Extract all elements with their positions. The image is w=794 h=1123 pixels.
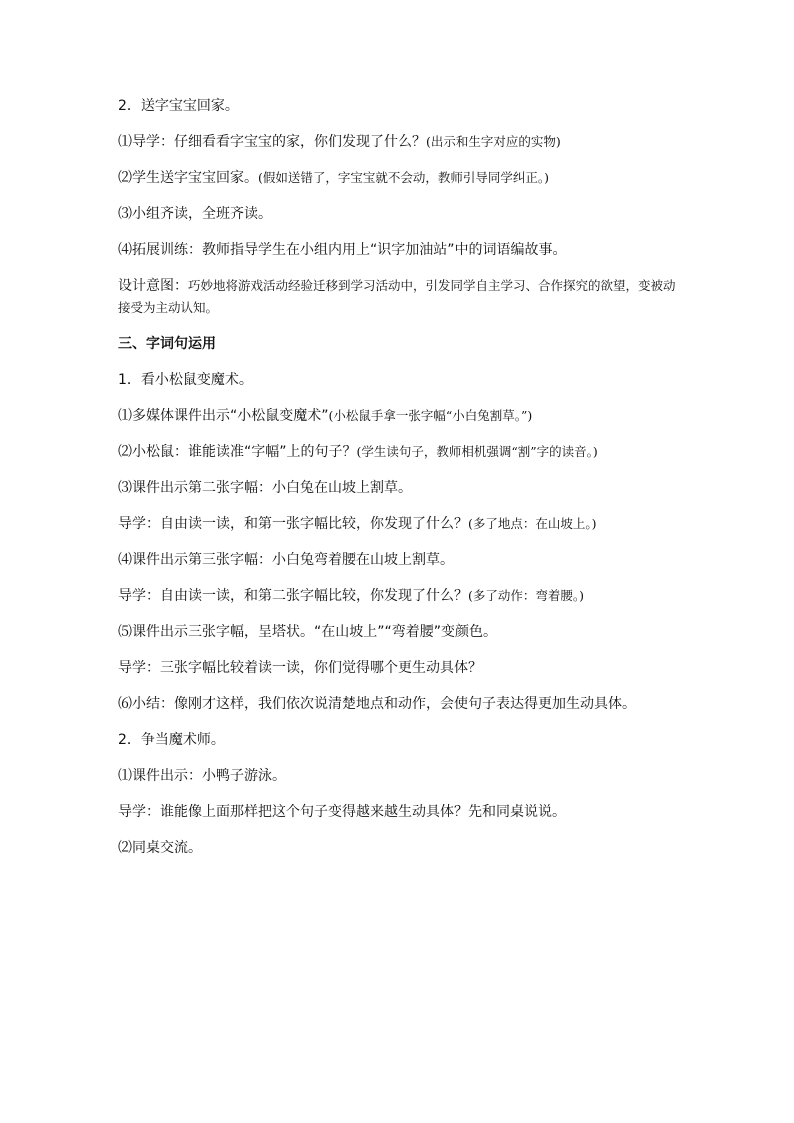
note: (假如送错了，字宝宝就不会动，教师引导同学纠正。) [258,170,550,185]
paragraph-19: ⑴课件出示：小鸭子游泳。 [118,768,286,784]
note: (小松鼠手拿一张字幅“小白兔割草。”) [328,408,533,423]
note: (多了动作：弯着腰。) [468,588,585,603]
section-heading: 三、字词句运用 [118,336,216,352]
paragraph-12: 导学：自由读一读，和第一张字幅比较，你发现了什么？(多了地点：在山坡上。) [118,516,597,532]
paragraph-15: ⑸课件出示三张字幅，呈塔状。“在山坡上”“弯着腰”变颜色。 [118,624,498,640]
paragraph-4: ⑶小组齐读，全班齐读。 [118,206,272,222]
paragraph-18: 2．争当魔术师。 [118,732,225,748]
paragraph-5: ⑷拓展训练：教师指导学生在小组内用上“识字加油站”中的词语编故事。 [118,242,567,258]
paragraph-9: ⑴多媒体课件出示“小松鼠变魔术”(小松鼠手拿一张字幅“小白兔割草。”) [118,408,533,424]
paragraph-3: ⑵学生送字宝宝回家。(假如送错了，字宝宝就不会动，教师引导同学纠正。) [118,170,550,186]
note: (出示和生字对应的实物) [426,134,561,149]
paragraph-21: ⑵同桌交流。 [118,840,202,856]
note: (学生读句子，教师相机强调“割”字的读音。) [356,444,598,459]
paragraph-20: 导学：谁能像上面那样把这个句子变得越来越生动具体？先和同桌说说。 [118,804,566,820]
paragraph-14: 导学：自由读一读，和第二张字幅比较，你发现了什么？(多了动作：弯着腰。) [118,588,585,604]
paragraph-16: 导学：三张字幅比较着读一读，你们觉得哪个更生动具体？ [118,660,482,676]
paragraph-1: 2．送字宝宝回家。 [118,98,239,114]
paragraph-10: ⑵小松鼠：谁能读准“字幅”上的句子？(学生读句子，教师相机强调“割”字的读音。) [118,444,598,460]
paragraph-13: ⑷课件出示第三张字幅：小白兔弯着腰在山坡上割草。 [118,552,454,568]
paragraph-2: ⑴导学：仔细看看字宝宝的家，你们发现了什么？(出示和生字对应的实物) [118,134,561,150]
document-page [118,95,678,873]
note: (多了地点：在山坡上。) [468,516,597,531]
paragraph-11: ⑶课件出示第二张字幅：小白兔在山坡上割草。 [118,480,412,496]
paragraph-17: ⑹小结：像刚才这样，我们依次说清楚地点和动作，会使句子表达得更加生动具体。 [118,696,636,712]
design-intent: 设计意图：巧妙地将游戏活动经验迁移到学习活动中，引发同学自主学习、合作探究的欲望，变被动接受为主动认知。 [118,278,676,315]
paragraph-8: 1．看小松鼠变魔术。 [118,372,253,388]
note: 巧妙地将游戏活动经验迁移到学习活动中，引发同学自主学习、合作探究的欲望，变被动接受为主动认知。 [118,278,676,315]
